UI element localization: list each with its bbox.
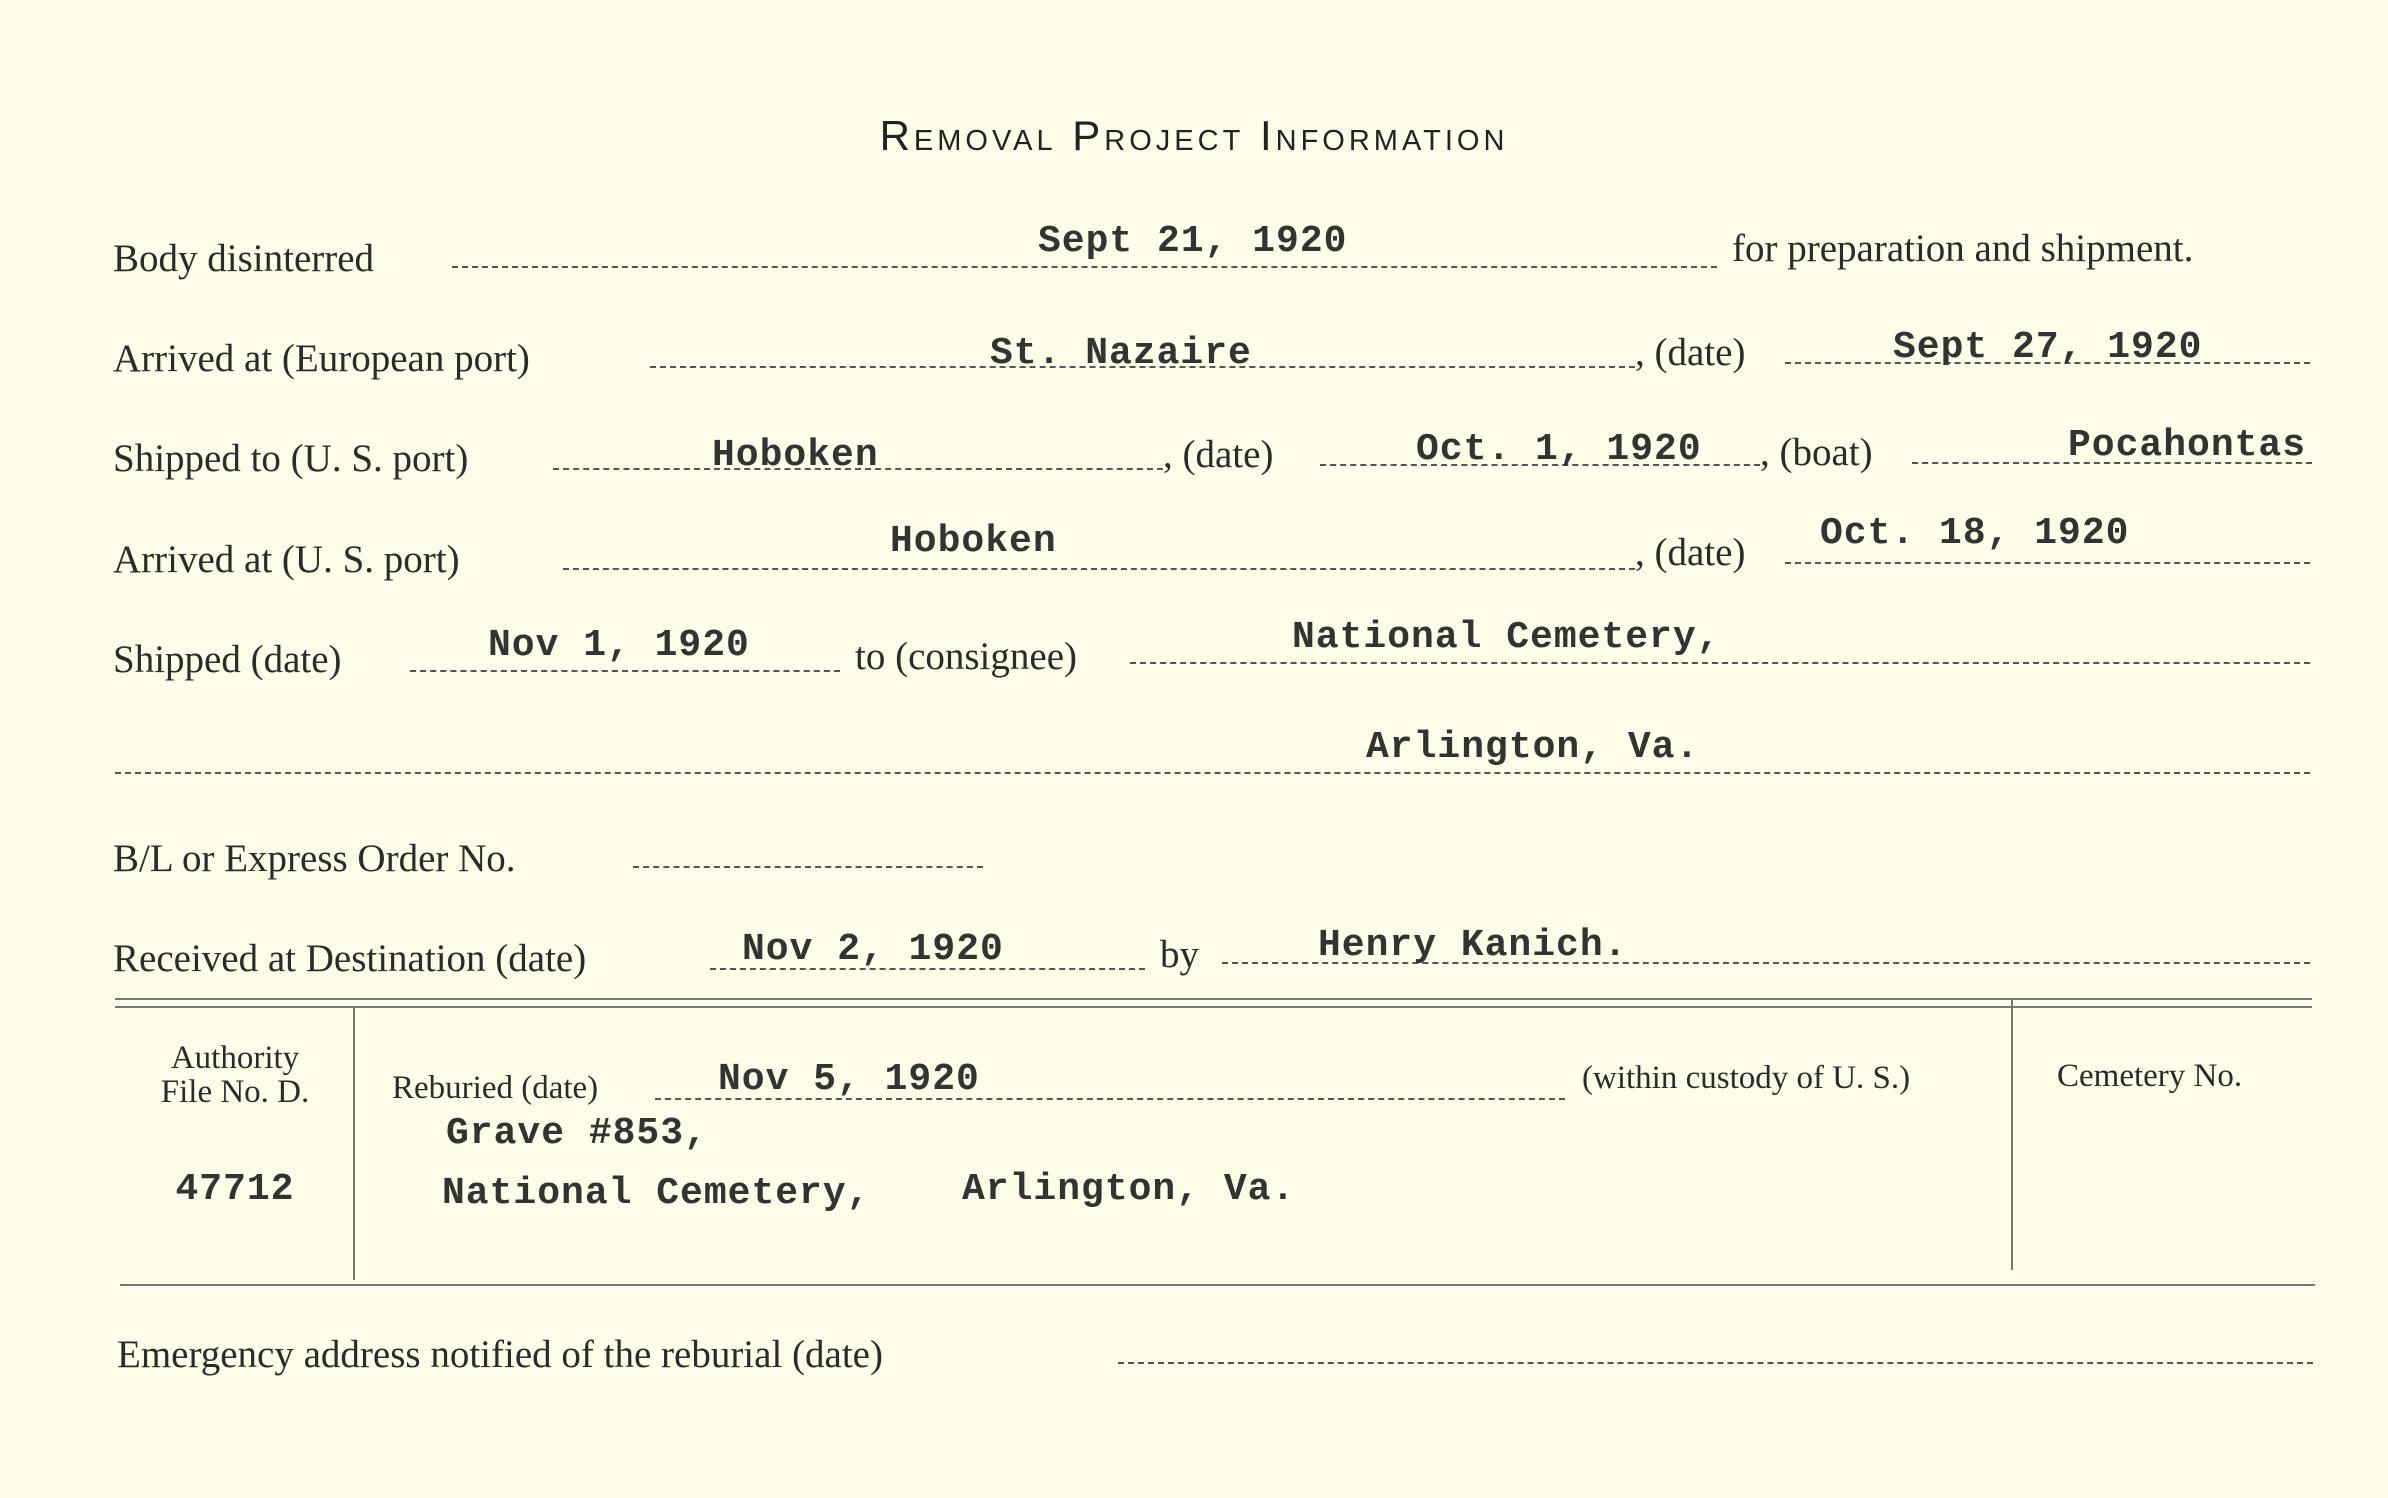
us-port-date-label: , (date) <box>1635 531 1746 574</box>
consignee-line-2 <box>115 772 2310 774</box>
box-divider-right <box>2011 1000 2013 1270</box>
shipped-to-date-value: Oct. 1, 1920 <box>1416 428 1702 471</box>
disinterred-suffix: for preparation and shipment. <box>1732 227 2194 270</box>
custody-label: (within custody of U. S.) <box>1582 1060 1911 1096</box>
received-date-value: Nov 2, 1920 <box>742 928 1004 971</box>
grave-line-1: Grave #853, <box>446 1112 708 1155</box>
cemetery-no-label: Cemetery No. <box>2057 1058 2243 1094</box>
us-port-line <box>563 568 1635 570</box>
received-label: Received at Destination (date) <box>113 937 587 980</box>
box-top-rule-2 <box>115 1006 2312 1008</box>
disinterred-label: Body disinterred <box>113 237 375 280</box>
disinterred-line <box>452 266 1717 268</box>
european-port-value: St. Nazaire <box>990 332 1252 375</box>
bl-label: B/L or Express Order No. <box>113 837 516 880</box>
emergency-line <box>1118 1362 2313 1364</box>
shipped-date-value: Nov 1, 1920 <box>488 624 750 667</box>
box-bottom-rule <box>120 1284 2315 1286</box>
reburied-label: Reburied (date) <box>392 1070 599 1106</box>
boat-label: , (boat) <box>1760 431 1873 474</box>
disinterred-value: Sept 21, 1920 <box>1038 220 1348 263</box>
bl-line <box>633 866 983 868</box>
card-title: Removal Project Information <box>879 112 1509 159</box>
shipped-to-date-label: , (date) <box>1163 433 1274 476</box>
by-label: by <box>1160 933 1199 976</box>
emergency-label: Emergency address notified of the reburial (date) <box>117 1333 883 1376</box>
us-port-value: Hoboken <box>890 520 1057 563</box>
european-port-label: Arrived at (European port) <box>113 337 530 380</box>
authority-value: 47712 <box>175 1168 295 1211</box>
shipped-date-line <box>410 670 840 672</box>
by-value: Henry Kanich. <box>1318 924 1628 967</box>
consignee-label: to (consignee) <box>855 635 1078 678</box>
boat-value: Pocahontas <box>2068 424 2307 467</box>
shipped-to-label: Shipped to (U. S. port) <box>113 437 469 480</box>
shipped-date-label: Shipped (date) <box>113 638 342 681</box>
european-date-label: , (date) <box>1635 331 1746 374</box>
consignee-line-1 <box>1130 662 2310 664</box>
grave-line-2: National Cemetery, <box>442 1172 871 1215</box>
european-date-value: Sept 27, 1920 <box>1893 326 2203 369</box>
authority-label-1: Authority <box>170 1040 300 1076</box>
us-port-date-line <box>1785 562 2310 564</box>
consignee-value-2: Arlington, Va. <box>1366 726 1700 769</box>
consignee-value-1: National Cemetery, <box>1292 616 1721 659</box>
us-port-label: Arrived at (U. S. port) <box>113 538 460 581</box>
authority-label-2: File No. D. <box>160 1074 310 1110</box>
box-top-rule-1 <box>115 998 2312 1000</box>
shipped-to-value: Hoboken <box>712 434 879 477</box>
reburied-value: Nov 5, 1920 <box>718 1058 980 1101</box>
box-divider-left <box>353 1008 355 1280</box>
grave-line-3: Arlington, Va. <box>962 1168 1296 1211</box>
us-port-date-value: Oct. 18, 1920 <box>1820 512 2130 555</box>
